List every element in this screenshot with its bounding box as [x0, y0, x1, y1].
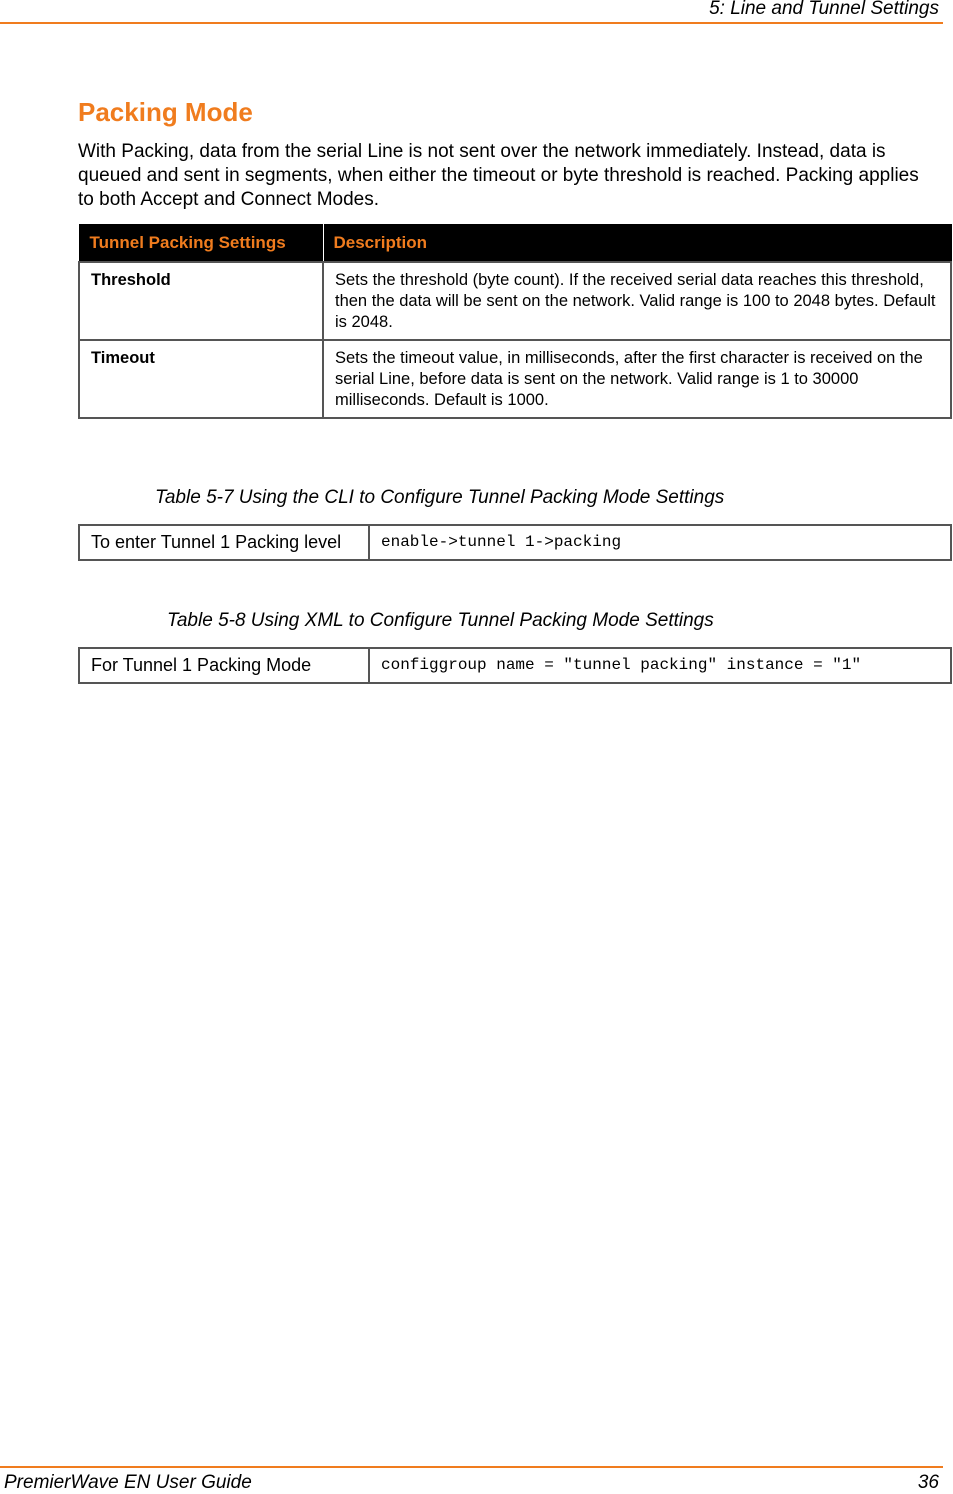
- xml-table: [78, 647, 952, 684]
- table-header-row: [79, 225, 951, 263]
- cli-command: enable->tunnel 1->packing: [369, 525, 951, 560]
- header-cell-settings: Tunnel Packing Settings: [79, 225, 323, 263]
- table-row: [79, 262, 951, 340]
- running-header: 5: Line and Tunnel Settings: [709, 0, 939, 19]
- header-rule: [0, 22, 943, 24]
- cli-table-caption: Table 5-7 Using the CLI to Configure Tunnel Packing Mode Settings: [155, 487, 725, 508]
- setting-description-timeout: Sets the timeout value, in milliseconds, after the first character is received on the serial Line, before data is sent on the network. Valid range is 1 to 30000 milliseconds. Default is 1000.: [323, 340, 951, 418]
- table-row: [79, 648, 951, 683]
- xml-table-caption: Table 5-8 Using XML to Configure Tunnel Packing Mode Settings: [167, 610, 714, 631]
- table-row: [79, 525, 951, 560]
- footer-rule: [0, 1466, 943, 1468]
- table-row: [79, 340, 951, 418]
- cli-label: To enter Tunnel 1 Packing level: [79, 525, 369, 560]
- setting-name-threshold: Threshold: [79, 262, 323, 340]
- footer-guide-title: PremierWave EN User Guide: [4, 1472, 252, 1493]
- setting-description-threshold: Sets the threshold (byte count). If the received serial data reaches this threshold, then the data will be sent on the network. Valid range is 100 to 2048 bytes. Default is 2048.: [323, 262, 951, 340]
- xml-command: configgroup name = "tunnel packing" instance = "1": [369, 648, 951, 683]
- xml-label: For Tunnel 1 Packing Mode: [79, 648, 369, 683]
- section-heading: Packing Mode: [78, 97, 253, 127]
- packing-settings-table: [78, 224, 952, 419]
- intro-paragraph: With Packing, data from the serial Line is not sent over the network immediately. Instead, data is queued and sent in segments, when either the timeout or byte threshold is reached. Packing applies to both Accept and Connect Modes.: [78, 141, 919, 210]
- cli-table: [78, 524, 952, 561]
- page-number: 36: [917, 1472, 939, 1493]
- header-cell-description: Description: [323, 225, 951, 263]
- setting-name-timeout: Timeout: [79, 340, 323, 418]
